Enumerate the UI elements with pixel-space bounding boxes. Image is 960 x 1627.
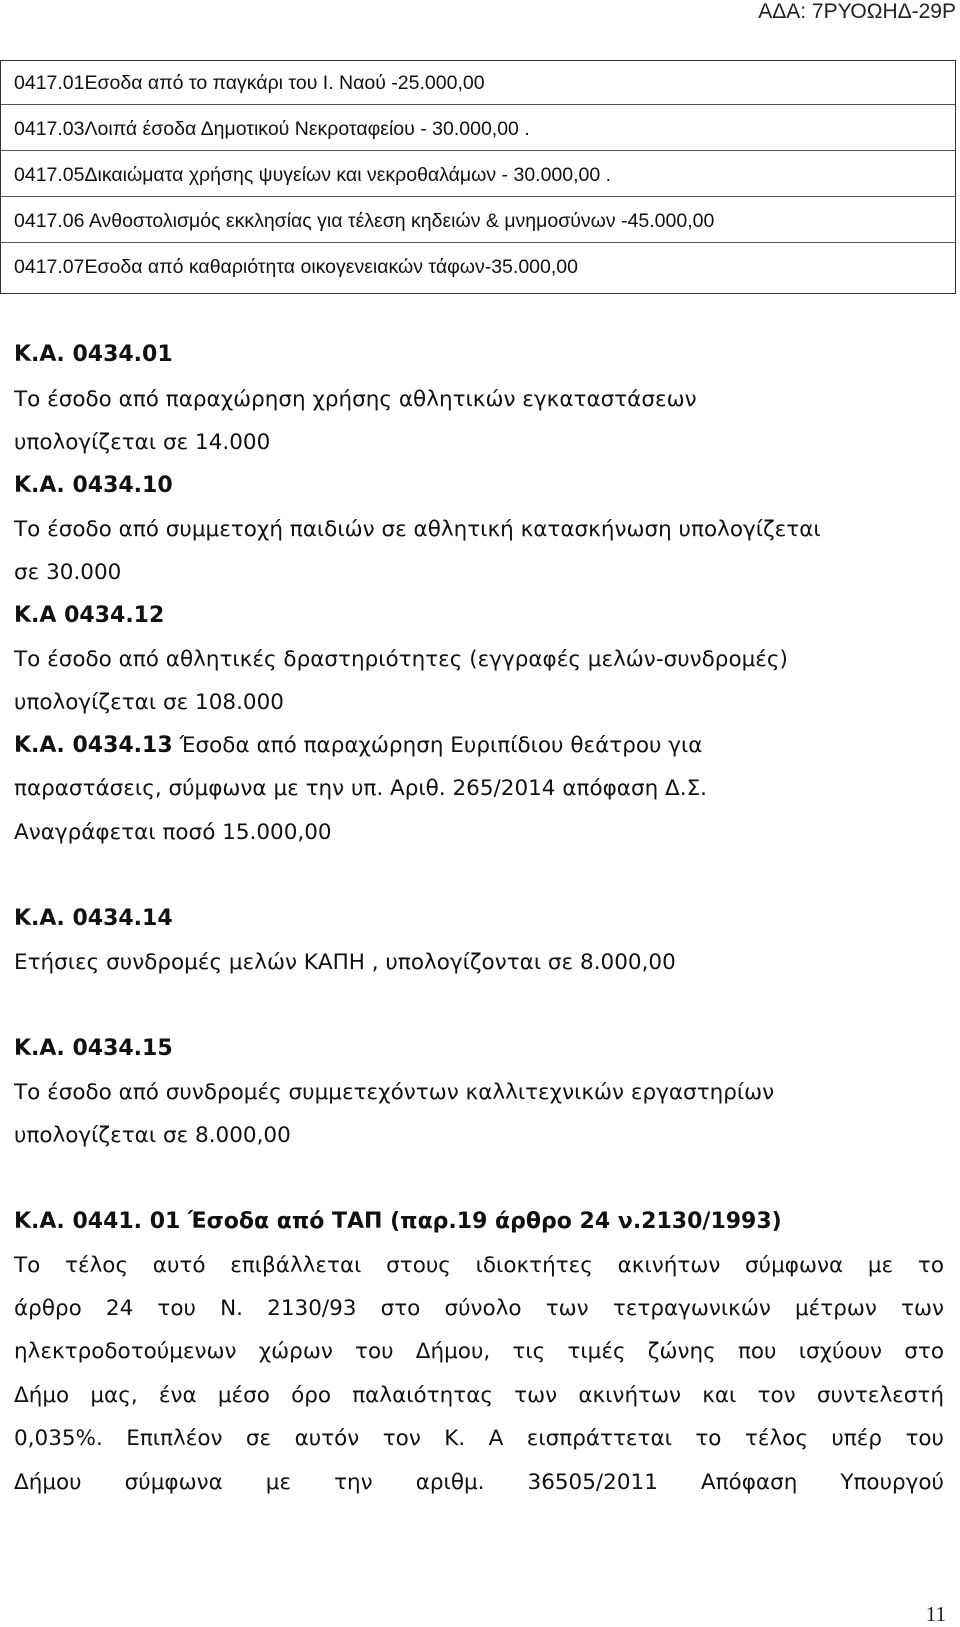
- body-text: Το τέλος αυτό επιβάλλεται στους ιδιοκτήτες ακινήτων σύμφωνα με το: [14, 1253, 944, 1278]
- body-text: Δήμο μας, ένα μέσο όρο παλαιότητας των ακινήτων και τον συντελεστή: [14, 1383, 944, 1408]
- section-13-line: [14, 731, 702, 761]
- body-text: υπολογίζεται σε 108.000: [14, 690, 284, 715]
- ada-code: ΑΔΑ: 7ΡΥΟΩΗΔ-29Ρ: [758, 0, 956, 23]
- table-row: 0417.03Λοιπά έσοδα Δημοτικού Νεκροταφείου - 30.000,00 .: [1, 107, 955, 151]
- body-text: Το έσοδο από συνδρομές συμμετεχόντων καλλιτεχνικών εργαστηρίων: [14, 1080, 775, 1105]
- table-row: 0417.06 Ανθοστολισμός εκκλησίας για τέλεση κηδειών & μνημοσύνων -45.000,00: [1, 199, 955, 243]
- body-text: Το έσοδο από συμμετοχή παιδιών σε αθλητική κατασκήνωση υπολογίζεται: [14, 517, 821, 542]
- table-row: 0417.07Εσοδα από καθαριότητα οικογενειακών τάφων-35.000,00: [14, 256, 578, 278]
- body-text: 0,035%. Επιπλέον σε αυτόν τον Κ. Α εισπράττεται το τέλος υπέρ του: [14, 1426, 944, 1451]
- table-row: 0417.01Εσοδα από το παγκάρι του Ι. Ναού -25.000,00: [1, 61, 955, 105]
- section-heading: Κ.Α. 0434.14: [14, 906, 173, 931]
- section-heading: Κ.Α. 0434.15: [14, 1036, 173, 1061]
- section-heading: Κ.Α. 0434.10: [14, 473, 173, 498]
- body-text: ηλεκτροδοτούμενων χώρων του Δήμου, τις τιμές ζώνης που ισχύουν στο: [14, 1339, 944, 1364]
- section-heading: Κ.Α 0434.12: [14, 603, 165, 628]
- section-heading: Κ.Α. 0441. 01 Έσοδα από ΤΑΠ (παρ.19 άρθρο 24 ν.2130/1993): [14, 1209, 782, 1234]
- body-text: υπολογίζεται σε 8.000,00: [14, 1123, 291, 1148]
- body-text: Έσοδα από παραχώρηση Ευριπίδιου θεάτρου για: [172, 733, 703, 758]
- body-text: Το έσοδο από παραχώρηση χρήσης αθλητικών εγκαταστάσεων: [14, 387, 697, 412]
- revenue-table: [0, 60, 956, 294]
- body-text: υπολογίζεται σε 14.000: [14, 430, 271, 455]
- body-text: Το έσοδο από αθλητικές δραστηριότητες (εγγραφές μελών-συνδρομές): [14, 647, 788, 672]
- section-heading: Κ.Α. 0434.13: [14, 733, 173, 758]
- body-text: Δήμου σύμφωνα με την αριθμ. 36505/2011 Απόφαση Υπουργού: [14, 1470, 944, 1495]
- body-text: άρθρο 24 του Ν. 2130/93 στο σύνολο των τετραγωνικών μέτρων των: [14, 1296, 944, 1321]
- body-text: Ετήσιες συνδρομές μελών ΚΑΠΗ , υπολογίζονται σε 8.000,00: [14, 950, 676, 975]
- body-text: Αναγράφεται ποσό 15.000,00: [14, 820, 332, 845]
- body-text: παραστάσεις, σύμφωνα με την υπ. Αριθ. 265/2014 απόφαση Δ.Σ.: [14, 776, 707, 801]
- section-heading: Κ.Α. 0434.01: [14, 342, 173, 367]
- body-text: σε 30.000: [14, 560, 122, 585]
- table-row: 0417.05Δικαιώματα χρήσης ψυγείων και νεκροθαλάμων - 30.000,00 .: [1, 153, 955, 197]
- page-number: 11: [925, 1602, 946, 1626]
